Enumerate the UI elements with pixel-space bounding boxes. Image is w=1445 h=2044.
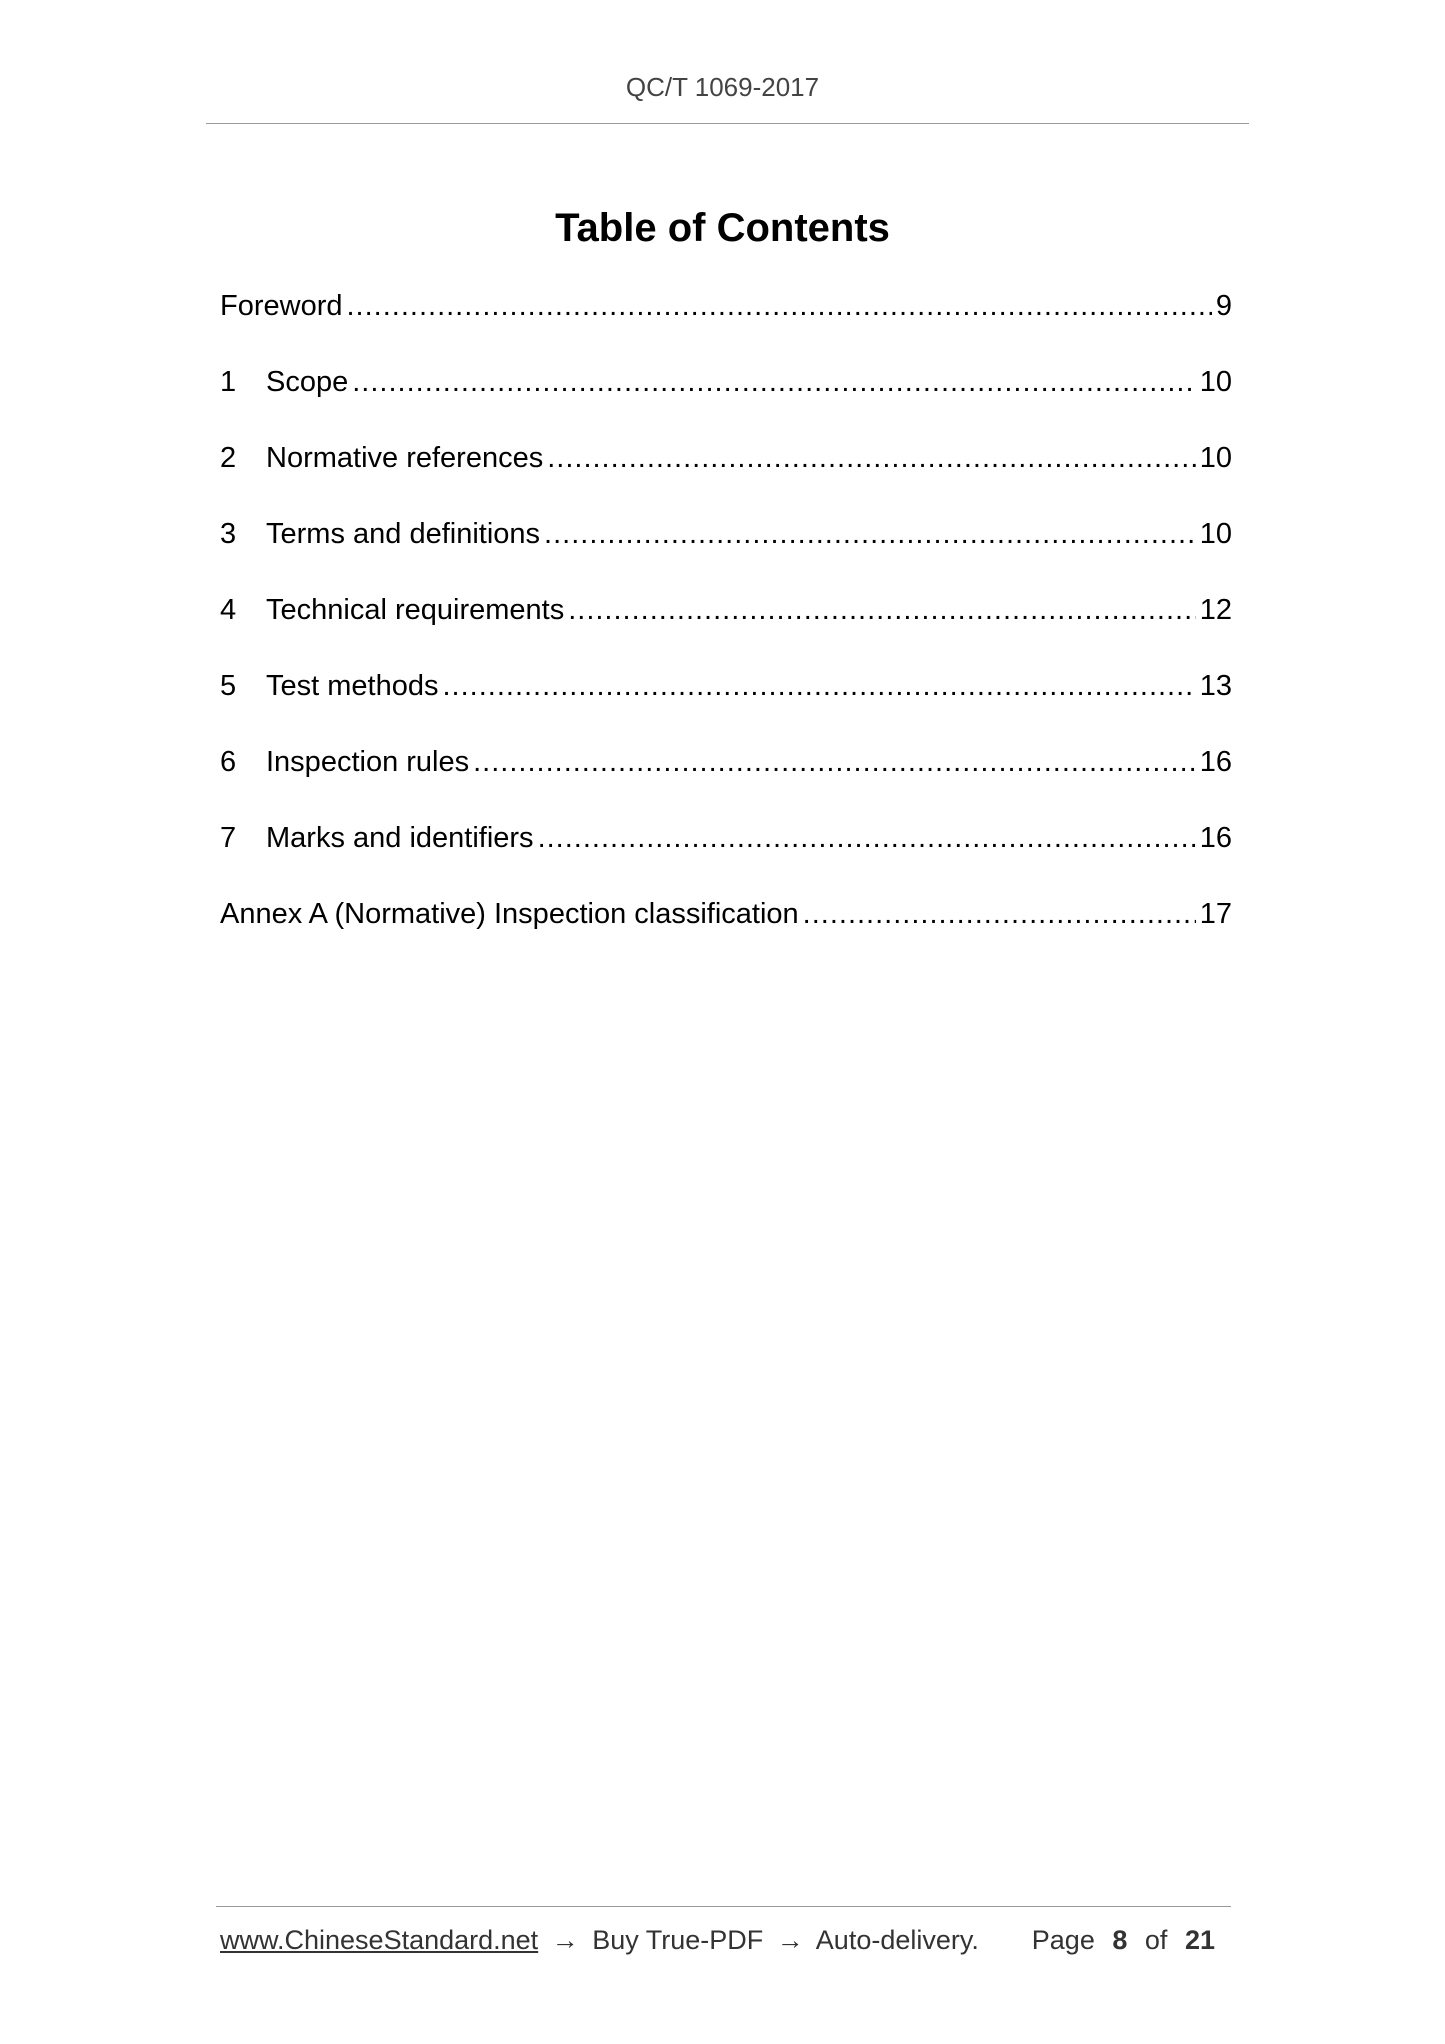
toc-entry-number: 5	[220, 670, 237, 702]
toc-entry-number: 4	[220, 594, 237, 626]
toc-dot-leader	[538, 822, 1196, 855]
toc-entry-annex-a[interactable]	[220, 898, 1232, 974]
toc-dot-leader	[352, 366, 1196, 399]
toc-entry-label: Foreword	[220, 290, 343, 322]
toc-entry-page: 13	[1199, 670, 1232, 702]
toc-dot-leader	[442, 670, 1195, 703]
footer-promo	[220, 1925, 979, 1956]
toc-entry-page: 16	[1199, 822, 1232, 854]
toc-entry-technical-requirements[interactable]	[220, 594, 1232, 670]
toc-dot-leader	[473, 746, 1196, 779]
toc-entry-terms-and-definitions[interactable]	[220, 518, 1232, 594]
toc-entry-label: Technical requirements	[266, 594, 565, 626]
toc-entry-page: 12	[1199, 594, 1232, 626]
toc-entry-normative-references[interactable]	[220, 442, 1232, 518]
header-divider	[206, 123, 1249, 124]
page-footer	[220, 1925, 1225, 1956]
page-counter	[1032, 1925, 1225, 1956]
toc-dot-leader	[568, 594, 1196, 627]
toc-dot-leader	[544, 518, 1196, 551]
toc-entry-page: 17	[1199, 898, 1232, 930]
toc-entry-label: Annex A (Normative) Inspection classification	[220, 898, 799, 930]
toc-entry-number: 7	[220, 822, 237, 854]
toc-entry-number: 6	[220, 746, 237, 778]
toc-dot-leader	[803, 898, 1196, 931]
toc-entry-page: 10	[1199, 518, 1232, 550]
toc-entry-page: 16	[1199, 746, 1232, 778]
toc-entry-label: Scope	[266, 366, 349, 398]
toc-entry-number: 2	[220, 442, 237, 474]
toc-entry-marks-and-identifiers[interactable]	[220, 822, 1232, 898]
page-word: Page	[1031, 1925, 1095, 1955]
total-page-count: 21	[1184, 1925, 1215, 1955]
of-word: of	[1144, 1925, 1168, 1955]
toc-entry-number: 1	[220, 366, 237, 398]
toc-entry-label: Normative references	[266, 442, 544, 474]
toc-entry-scope[interactable]	[220, 366, 1232, 442]
auto-delivery-text: Auto-delivery.	[815, 1925, 979, 1955]
toc-entry-page: 10	[1199, 442, 1232, 474]
toc-entry-page: 9	[1215, 290, 1232, 322]
table-of-contents	[220, 290, 1232, 974]
toc-entry-test-methods[interactable]	[220, 670, 1232, 746]
page-title: Table of Contents	[555, 206, 890, 250]
buy-true-pdf-text: Buy True-PDF	[592, 1925, 764, 1955]
document-code-header: QC/T 1069-2017	[625, 72, 820, 102]
toc-entry-foreword[interactable]	[220, 290, 1232, 366]
toc-entry-label: Test methods	[266, 670, 439, 702]
footer-divider	[216, 1906, 1231, 1907]
toc-dot-leader	[547, 442, 1196, 475]
toc-entry-label: Marks and identifiers	[266, 822, 534, 854]
toc-entry-inspection-rules[interactable]	[220, 746, 1232, 822]
arrow-right-icon: →	[776, 1925, 804, 1955]
site-link[interactable]: www.ChineseStandard.net	[220, 1925, 539, 1955]
toc-entry-page: 10	[1199, 366, 1232, 398]
arrow-right-icon: →	[551, 1925, 579, 1955]
toc-dot-leader	[347, 290, 1212, 323]
toc-entry-label: Terms and definitions	[266, 518, 541, 550]
toc-entry-label: Inspection rules	[266, 746, 470, 778]
toc-entry-number: 3	[220, 518, 237, 550]
current-page-number: 8	[1112, 1925, 1128, 1955]
